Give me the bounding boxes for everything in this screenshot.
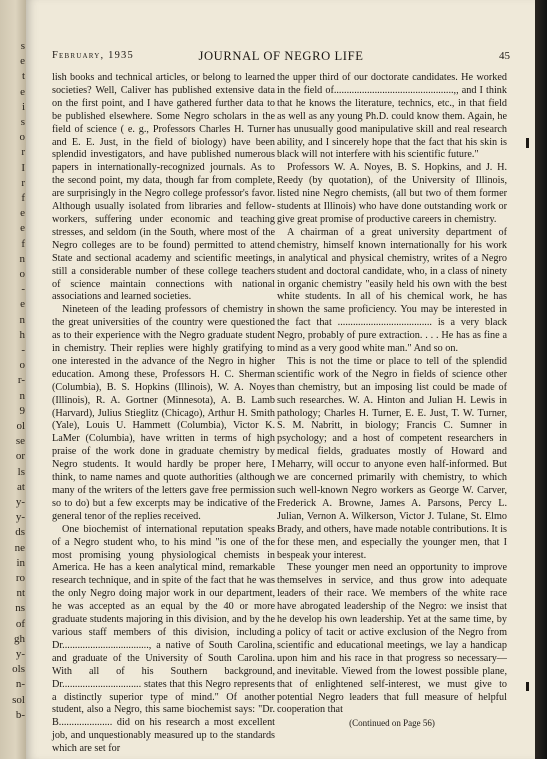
previous-page-fragment: o — [19, 359, 25, 372]
previous-page-fragment: t — [21, 70, 25, 83]
previous-page-fragment: e — [20, 85, 25, 98]
previous-page-fragment: ns — [15, 602, 25, 615]
paragraph: lish books and technical articles, or belong to learned societies? Well, Caliver has published extensive data on the first point, and I have gathered further data to be published elsewhere. Some Negro scholars in the field of science ( e. g., Professors Charles H. Turner and E. E. Just, in the field of biology) have been splendid investigators, and have published numerous papers in internationally-recognized journals. As to the second point, my data, though far from complete, are surprisingly in the Negro college professor's favor. Although usually isolated from libraries and fellow-workers, suffering under economic and teaching stresses, and seldom (in the South, where most of the Negro colleges are to be found) permitted to attend State and sectional academy and scientific meetings, still a considerable number of these college teachers of science maintain connections with national associations and learned societies. — [52, 72, 275, 303]
previous-page-fragment: ols — [12, 663, 25, 676]
binding-edge — [535, 0, 547, 759]
journal-title: JOURNAL OF NEGRO LIFE — [198, 49, 364, 63]
previous-page-fragment: s — [20, 40, 25, 52]
previous-page-fragment: f — [21, 192, 25, 204]
previous-page-fragment: of — [15, 617, 25, 630]
previous-page-fragment: at — [17, 480, 25, 493]
margin-mark — [526, 138, 529, 148]
previous-page-fragment: y- — [15, 511, 25, 524]
previous-page-fragment: o — [19, 268, 25, 280]
margin-mark — [526, 682, 529, 691]
previous-page-fragment: i — [21, 100, 25, 113]
previous-page-fragment: e — [20, 222, 25, 235]
previous-page-edge — [0, 0, 26, 759]
previous-page-fragment: ds — [15, 526, 25, 539]
running-header — [52, 49, 510, 65]
previous-page-fragment: y- — [15, 648, 25, 660]
previous-page-fragment: ne — [14, 541, 25, 554]
previous-page-fragment: e — [20, 207, 25, 220]
paragraph: These younger men need an opportunity to improve themselves in service, and thus grow into adequate leaders of their race. We members of the white race have abrogated leadership of the Negro: we insist that he develop his own leadership. Yet at the same time, by a policy of tacit or active exclusion of the Negro from scientific and educational meetings, we lay a handicap upon him and his race in that progress so necessary—and inevitable. Viewed from the lowest possible plane, that of enlightened self-interest, we must give to potential Negro leaders that full measure of helpful cooperation that — [277, 562, 507, 716]
journal-page — [26, 0, 535, 759]
previous-page-fragment: - — [21, 283, 25, 296]
previous-page-fragment: o — [19, 131, 25, 144]
paragraph: A chairman of a great university department of chemistry, himself known internationally for his work in analytical and physical chemistry, writes of a Negro student and doctoral candidate, who, in a class of ninety in organic chemistry "easily held his own with the best white students. In all of his chemical work, he has shown the same proficiency. You may be interested in the fact that ..................................... is a very black Negro, probably of pure extraction. . . . He has as fine a mind as a very good white man." And so on. — [277, 226, 507, 355]
previous-page-fragment: nt — [16, 587, 25, 600]
paragraph: Nineteen of the leading professors of chemistry in the great universities of the country were questioned as to their experience with the Negro graduate student in chemistry. Their replies were highly gratifying to one interested in the advance of the Negro in higher education. Among these, Professors H. C. Sherman (Columbia), B. S. Hopkins (Illinois), W. A. Noyes (Illinois), R. A. Gortner (Minnesota), A. B. Lamb (Harvard), Julius Stieglitz (Chicago), Arthur H. Smith (Yale), Louis U. Hammett (Columbia), Victor K. LaMer (Columbia), have written in terms of high praise of the work done in graduate chemistry by Negro students. It would hardly be proper here, I think, to name names and quote authorities (although many of the writers of the letters gave free permission so to do) but a few excerpts may be indicative of the general tenor of the replies received. — [52, 304, 275, 522]
previous-page-fragment: y- — [15, 496, 25, 508]
previous-page-fragment: r — [21, 146, 25, 159]
previous-page-fragment: - — [21, 344, 25, 356]
paragraph: Professors W. A. Noyes, B. S. Hopkins, and J. H. Reedy (by quotation), of the University of Illinois, listed nine Negro chemists, (all but two of them former students at Illinois) who have done outstanding work or give great promise of productive careers in chemistry. — [277, 162, 507, 225]
previous-page-fragment: e — [20, 55, 25, 68]
previous-page-fragment: s — [20, 116, 25, 128]
previous-page-fragment: n — [19, 313, 25, 326]
previous-page-fragment: or — [15, 450, 25, 463]
previous-page-fragment: b- — [15, 708, 25, 721]
previous-page-fragment: n- — [15, 678, 25, 691]
paragraph: One biochemist of international reputation speaks of a Negro student who, to his mind "is one of the most promising young physiological chemists in America. He has a keen analytical mind, remarkable research technique, and in spite of the fact that he was the only Negro doing major work in our department, he was accepted as an equal by the 40 or more graduate students majoring in this division, and by the various staff members of this division, including Dr.................................., a native of South Carolina, and graduate of the University of South Carolina. With all of his Southern background, Dr............................... states that this Negro represents a distinctly superior type of mind." Of another student, also a Negro, this same biochemist says: "Dr. B..................... did on his research a most excellent job, and unquestionably measured up to the standards which are set for — [52, 523, 275, 755]
left-column — [52, 72, 275, 756]
previous-page-fragment: 9 — [19, 404, 25, 417]
previous-page-fragment: e — [20, 298, 25, 311]
previous-page-fragment: in — [16, 556, 25, 569]
previous-page-fragment: f — [21, 237, 25, 250]
previous-page-fragment: n — [19, 389, 25, 402]
previous-page-fragment: r — [21, 176, 25, 189]
previous-page-fragment: I — [21, 161, 25, 174]
previous-page-fragment: ls — [17, 465, 25, 478]
previous-page-fragment: ol — [16, 420, 25, 432]
paragraph: This is not the time or place to tell of the splendid scientific work of the Negro in fields of science other than chemistry, but an imposing list could be made of such researches. W. A. Hinton and Julian H. Lewis in pathology; Charles H. Turner, E. E. Just, T. W. Turner, S. M. Nabritt, in biology; Francis C. Sumner in psychology; and a host of competent researchers in medical fields, graduates mostly of Howard and Meharry, will occur to anyone even half-informed. But we are concerned primarily with chemistry, to which such well-known Negro workers as George W. Carver, Frederick A. Browne, James A. Parsons, Percy L. Julian, Vernon A. Wilkerson, Victor J. Tulane, St. Elmo Brady, and others, have made notable contributions. It is for these men, and especially the younger men, that I bespeak your interest. — [277, 355, 507, 561]
previous-page-fragment: sol — [12, 693, 25, 706]
paragraph: the upper third of our doctorate candidates. He worked in the field of...............................................,, and I think that he knows the literature, technics, etc., in that field as well as any young Ph.D. could know them. Again, he has unusually good manipulative skill and real research ability, and I sincerely hope that the fact that his skin is black will not interfere with his scientific future." — [277, 72, 507, 161]
previous-page-fragment: ro — [15, 572, 25, 584]
issue-date: February, 1935 — [52, 50, 134, 61]
previous-page-fragment: gh — [14, 632, 25, 645]
page-number: 45 — [499, 50, 510, 62]
right-column — [277, 72, 507, 730]
previous-page-fragment: r- — [17, 374, 25, 387]
previous-page-fragment: se — [15, 435, 25, 448]
continuation-note: (Continued on Page 56) — [349, 718, 435, 729]
previous-page-fragment: h — [19, 328, 25, 341]
previous-page-fragment: n — [19, 252, 25, 265]
